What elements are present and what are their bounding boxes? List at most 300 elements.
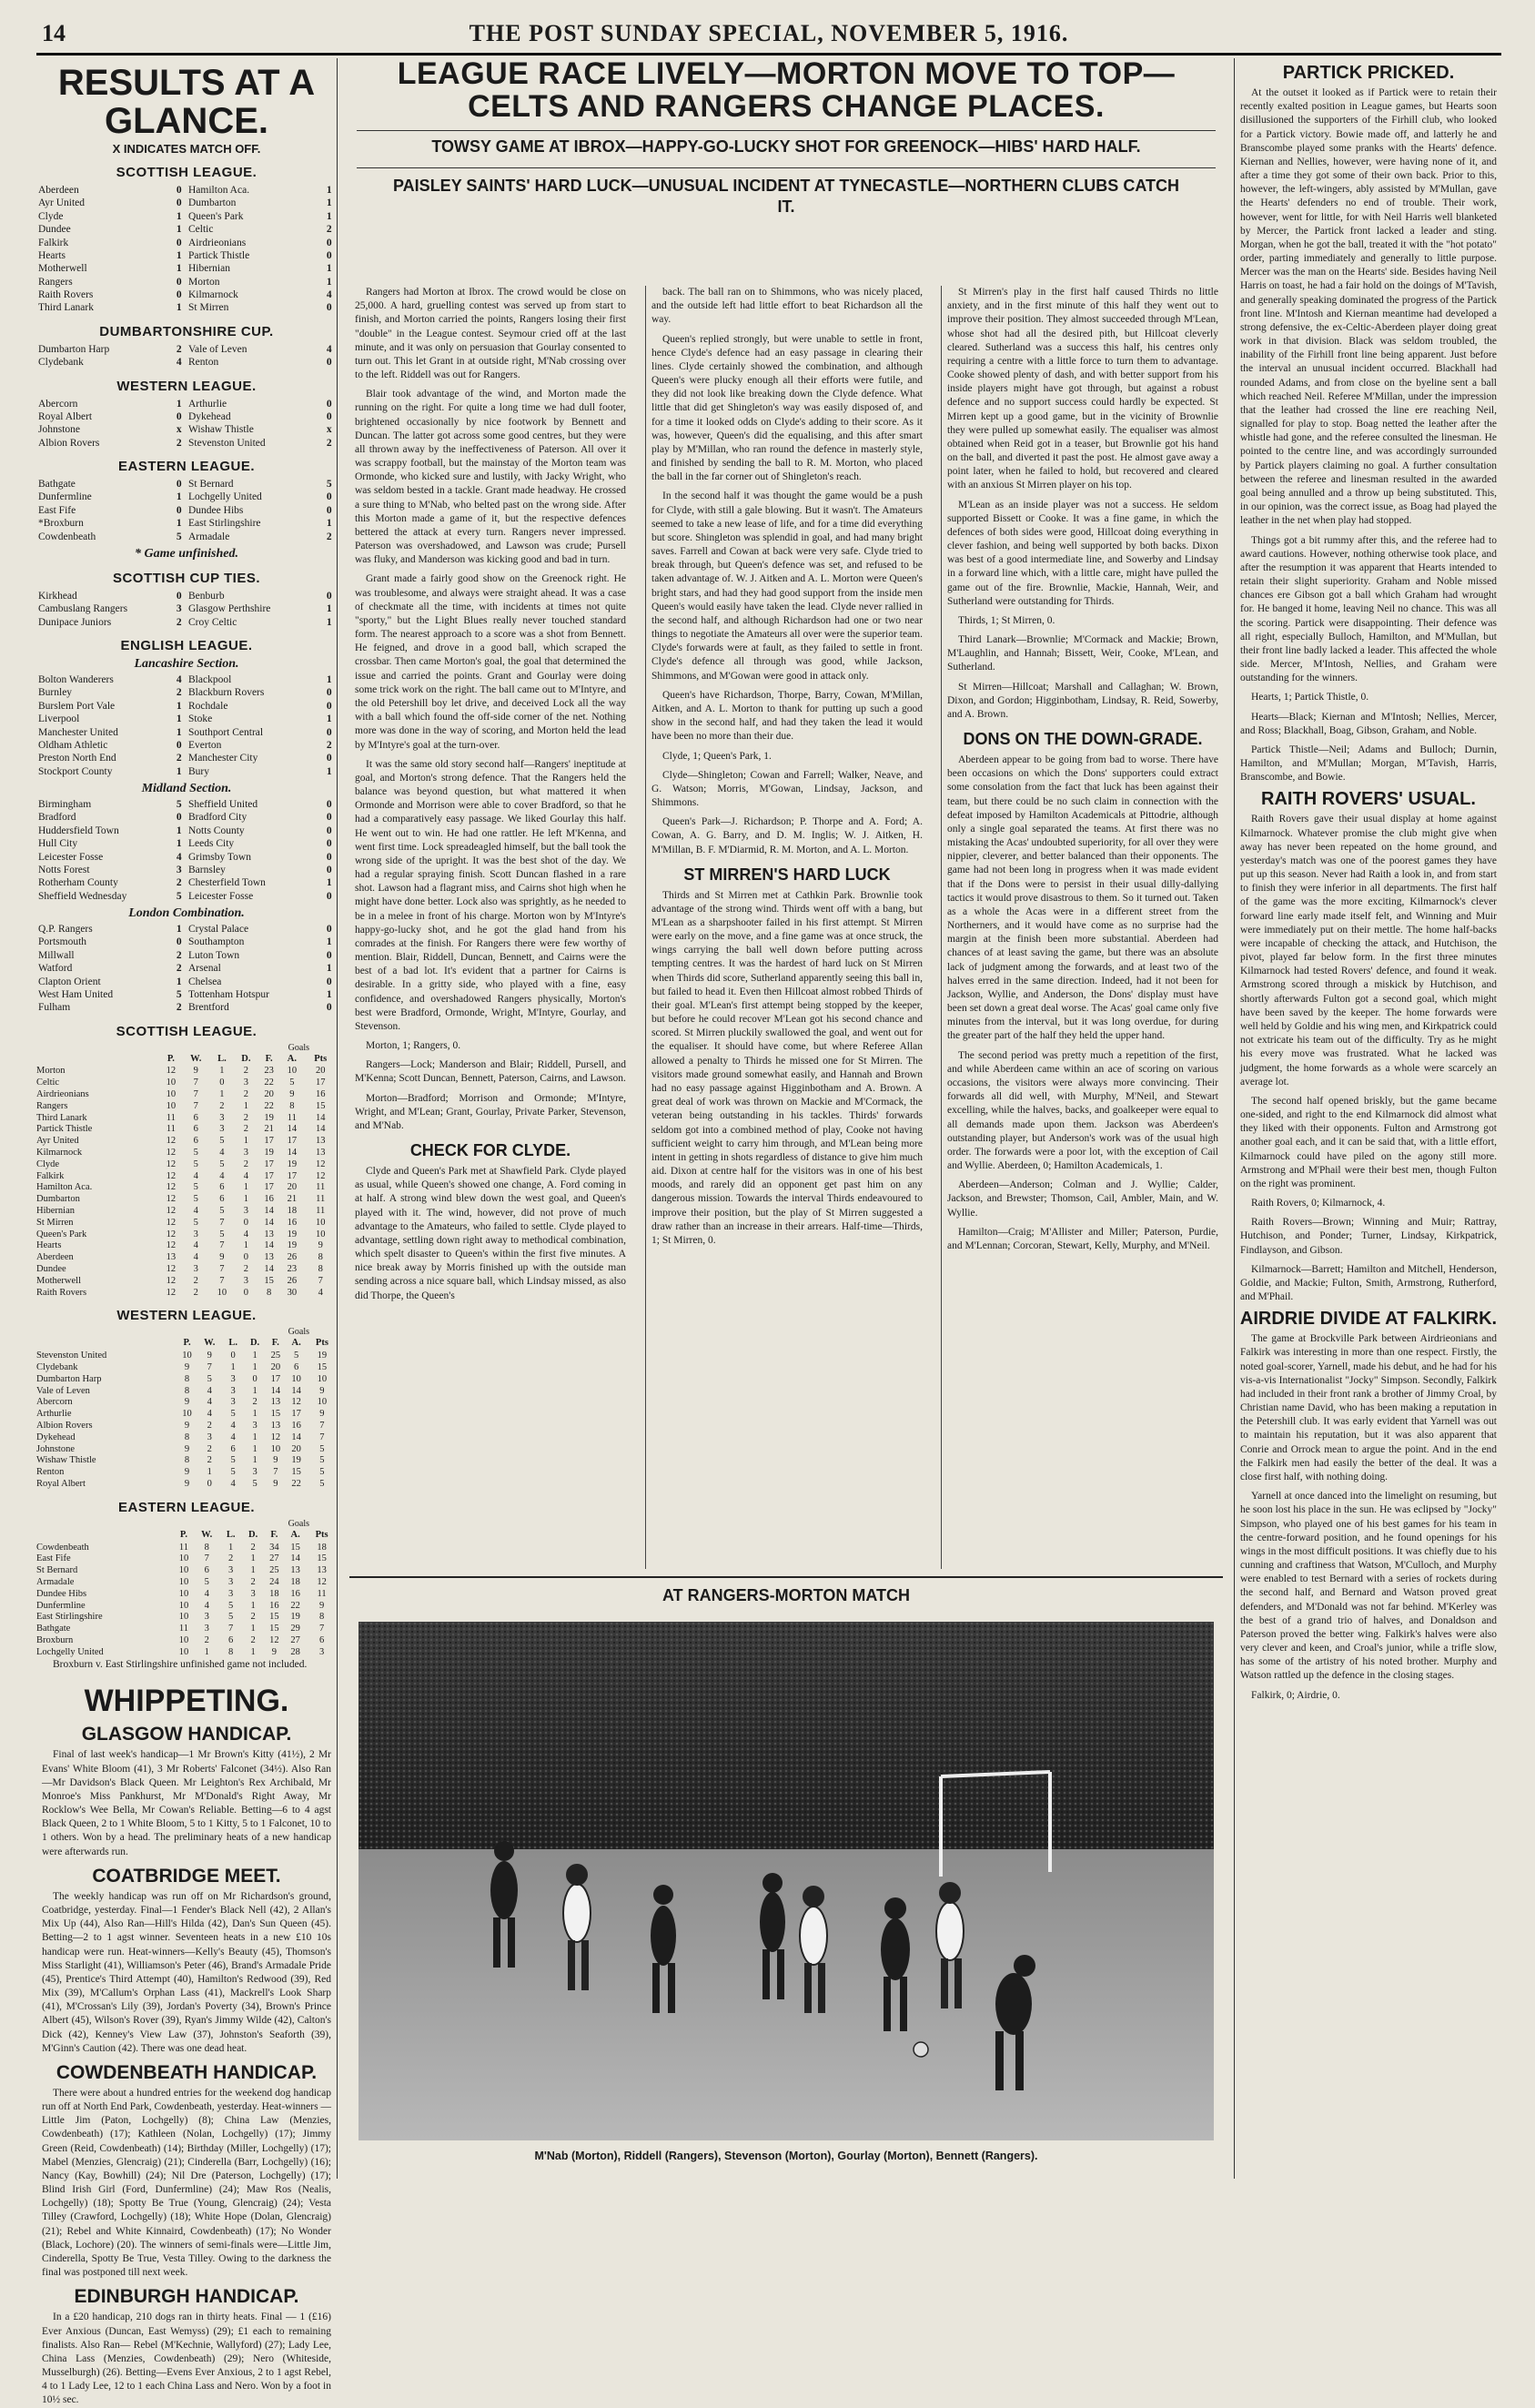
stat-cell: 1 bbox=[252, 1443, 258, 1454]
team-column-header bbox=[36, 1337, 177, 1351]
away-team: Renton bbox=[188, 357, 219, 369]
stat-cell: 3 bbox=[204, 1624, 209, 1634]
home-team: Burnley bbox=[38, 687, 73, 699]
away-team: Wishaw Thistle bbox=[188, 424, 254, 436]
away-score: 0 bbox=[326, 504, 332, 516]
home-score: 1 bbox=[176, 210, 182, 222]
paragraph: Yarnell at once danced into the limelight on resuming, but he soon lost his place in the sun. He was eclipsed by "Jocky" Simpson, who played one of his best games for his team in the centre-forward position, and he found openings for his wings in the most difficult positions. It was chiefly due to his cunning and craftiness that Watson, M'Culloch, and Murphy were enabled to test Bernard with a series of rockets during the second half, and Bernard and Watson proved great defenders, and M'Donald was not far behind. M'Kerley was the best of a grand trio of halves, and Donaldson and Paterson proved the better wing. Falkirk's halves were also very clever and keen, and Croal's junior, while a trifle slow, has some of the artistry of his noted brother. Murphy and Watson rattled up the defence in the closing stages. bbox=[1240, 1491, 1497, 1682]
side-column bbox=[1234, 58, 1502, 2179]
home-team: Birmingham bbox=[38, 799, 92, 810]
paragraph: St Mirren—Hillcoat; Marshall and Callaghan; W. Brown, Dixon, and Gordon; Higginbotham, Lindsay, R. Reid, Sowerby, and A. Brown. bbox=[947, 681, 1218, 720]
stat-cell: 14 bbox=[264, 1240, 274, 1251]
result-row bbox=[36, 752, 337, 764]
stat-cell: 10 bbox=[178, 1553, 189, 1564]
home-score: 2 bbox=[176, 343, 182, 355]
home-team: Bolton Wanderers bbox=[38, 674, 114, 685]
paragraph: Blair took advantage of the wind, and Morton made the running on the right. For quite a long time we had dull footer, brightened occasionally by nice footwork by Bennett and Duncan. The latter got across some good centres, but they were all thrown away by the ineffectiveness of Paterson. All over it was scrappy football, but the mainstay of the Morton team was Ormonde, who kicked sure and lustily, with Jacky Wright, who was seldom bested in a tackle. Grant made headway. He crossed a sure thing to M'Nab, who belted past on the wrong side. After this Morton made a game of it, but the respective defences bettered the attack at every turn. Rangers never impressed. Paterson was overshadowed, and Lawson was crude; Pursell was fluky, and Manderson was kicking good and bad in turn. bbox=[355, 389, 626, 566]
stat-cell: 2 bbox=[243, 1112, 249, 1123]
page-number: 14 bbox=[42, 20, 66, 46]
standings-row bbox=[36, 1409, 337, 1421]
standings-row bbox=[36, 1386, 337, 1398]
league-standings bbox=[36, 1024, 337, 1673]
stat-cell: 3 bbox=[193, 1229, 198, 1239]
stat-cell: 7 bbox=[318, 1275, 323, 1286]
stat-cell: 8 bbox=[228, 1646, 234, 1657]
stat-cell: 3 bbox=[193, 1263, 198, 1274]
result-row bbox=[36, 398, 337, 410]
stat-cell: 9 bbox=[207, 1351, 212, 1361]
stat-cell: 9 bbox=[184, 1397, 190, 1408]
stat-cell: 5 bbox=[193, 1194, 198, 1205]
stat-cell: 2 bbox=[204, 1634, 209, 1645]
result-row bbox=[36, 197, 337, 209]
stat-cell: 26 bbox=[287, 1275, 298, 1286]
stat-cell: 4 bbox=[193, 1170, 198, 1181]
stat-cell: 16 bbox=[291, 1420, 301, 1431]
stat-cell: 12 bbox=[317, 1576, 327, 1587]
team-name: Aberdeen bbox=[36, 1252, 74, 1263]
stat-cell: 12 bbox=[166, 1170, 177, 1181]
clyde-report-start bbox=[349, 1165, 631, 1303]
stat-cell: 10 bbox=[166, 1078, 177, 1088]
stat-cell: 11 bbox=[316, 1182, 326, 1193]
stat-cell: 17 bbox=[264, 1182, 274, 1193]
stat-cell: 20 bbox=[291, 1443, 301, 1454]
stat-cell: 17 bbox=[291, 1409, 301, 1420]
stat-cell: 5 bbox=[193, 1158, 198, 1169]
standings-header bbox=[36, 1529, 337, 1543]
away-team: Stevenston United bbox=[188, 437, 266, 449]
stat-cell: 5 bbox=[219, 1136, 225, 1147]
stat-cell: 8 bbox=[184, 1432, 190, 1442]
standings-row bbox=[36, 1635, 337, 1647]
result-row bbox=[36, 923, 337, 936]
st-mirren-report-continued bbox=[942, 286, 1224, 722]
stat-cell: 5 bbox=[319, 1478, 325, 1489]
stat-cell: 5 bbox=[252, 1478, 258, 1489]
standings-row bbox=[36, 1543, 337, 1554]
stat-cell: 0 bbox=[207, 1478, 212, 1489]
home-score: 1 bbox=[176, 263, 182, 275]
standings-row bbox=[36, 1206, 337, 1218]
paragraph: Morton, 1; Rangers, 0. bbox=[366, 1040, 461, 1052]
away-score: 0 bbox=[326, 491, 332, 503]
home-score: x bbox=[176, 424, 182, 436]
stat-cell: 27 bbox=[269, 1553, 279, 1564]
stat-cell: 1 bbox=[243, 1100, 249, 1111]
stat-cell: 4 bbox=[219, 1170, 225, 1181]
away-score: 0 bbox=[326, 249, 332, 261]
stat-cell: 13 bbox=[264, 1229, 274, 1239]
standings-header bbox=[36, 1337, 337, 1351]
stat-cell: 1 bbox=[243, 1136, 249, 1147]
away-score: 0 bbox=[326, 890, 332, 902]
stat-cell: 13 bbox=[290, 1565, 300, 1576]
result-row bbox=[36, 837, 337, 850]
away-score: 1 bbox=[326, 936, 332, 948]
home-team: Leicester Fosse bbox=[38, 851, 104, 863]
stat-cell: 4 bbox=[243, 1170, 249, 1181]
away-score: 0 bbox=[326, 799, 332, 810]
home-score: 1 bbox=[176, 700, 182, 712]
stat-cell: 3 bbox=[230, 1397, 236, 1408]
away-score: 0 bbox=[326, 851, 332, 863]
team-name: Partick Thistle bbox=[36, 1124, 93, 1135]
away-team: Armadale bbox=[188, 531, 230, 542]
whippet-heading: GLASGOW HANDICAP. bbox=[81, 1724, 292, 1745]
raith-heading: RAITH ROVERS' USUAL. bbox=[1261, 789, 1476, 810]
team-name: Morton bbox=[36, 1066, 66, 1077]
article-columns bbox=[349, 286, 1223, 1569]
stat-cell: 10 bbox=[315, 1229, 326, 1239]
stat-cell: 2 bbox=[243, 1263, 249, 1274]
home-team: Aberdeen bbox=[38, 185, 79, 196]
results-table bbox=[36, 923, 337, 1015]
standings-row bbox=[36, 1467, 337, 1479]
goals-label: Goals bbox=[288, 1327, 309, 1338]
paragraph: Falkirk, 0; Airdrie, 0. bbox=[1251, 1689, 1340, 1701]
team-name: Dumbarton Harp bbox=[36, 1373, 102, 1384]
stat-cell: 7 bbox=[204, 1553, 209, 1564]
stat-cell: 9 bbox=[289, 1089, 295, 1100]
home-team: Manchester United bbox=[38, 726, 118, 738]
standings-table bbox=[36, 1529, 337, 1659]
league-heading: DUMBARTONSHIRE CUP. bbox=[99, 323, 274, 339]
away-score: x bbox=[326, 424, 332, 436]
team-name: Abercorn bbox=[36, 1397, 73, 1408]
home-score: 4 bbox=[176, 851, 182, 863]
result-row bbox=[36, 210, 337, 223]
home-team: Millwall bbox=[38, 949, 75, 961]
stat-cell: 1 bbox=[228, 1542, 234, 1553]
team-name: Falkirk bbox=[36, 1170, 65, 1181]
stat-cell: 4 bbox=[207, 1385, 212, 1396]
paragraph: At the outset it looked as if Partick were to retain their recently exalted position in League games, but Hearts soon disillusioned the supporters of the Firhill club, who looked for a Partick victory. Bowie made off, and latterly he and Branscombe played some pranks with the Hearts' defence. Kiernan and Nellies, however, were having none of it, and after a time they got some of their own back. Prior to this, however, the left-wingers, ably assisted by M'Mullan, gave the Hearts' defenders no end of trouble. Their work, however, went for little, for with Neil Harris well blanketed by Mercer, the Partick front lacked a leader and sting. Morgan, when he got the ball, treated it with the "hot potato" order, parting immediately and generally to little purpose. Mercer was the man on the Hearts' side. Besides having Neil Harris on toast, he had a fair hold on the doings of M'Tavish, and generally speaking dominated the progress of the Partick front line. M'Intosh and Kiernan meantime had developed a strong defensive, the ex-Celtic-Aberdeen player doing great work in that division. Black was seldom troubled, the inability of the Firhill front line being apparent. Just before the interval an unusual incident occurred. Blackhall had rounded Adams, and from close on the byeline sent a ball which reached Neil. Referee M'Millan, under the impression that the leather had crossed the line ere reaching Neil, signalled for play to stop. Boag netted the leather after the whistle had gone, and the referee consulted the linesman. He pointed to the centre line, and was accordingly surrounded by Partick players claiming no goal. A further consultation between the referee and linesman resulted in the awarded goal being annulled and a throw up being substituted. This, in our opinion, was the correct issue, as Boag had played the leather in the net when play had stopped. bbox=[1240, 87, 1497, 527]
stat-cell: 1 bbox=[252, 1455, 258, 1466]
away-score: 0 bbox=[326, 726, 332, 738]
standings-row bbox=[36, 1101, 337, 1113]
team-name: Dundee bbox=[36, 1263, 66, 1274]
stat-cell: 8 bbox=[184, 1385, 190, 1396]
away-team: Morton bbox=[188, 276, 220, 288]
result-row bbox=[36, 249, 337, 262]
away-score: 1 bbox=[326, 765, 332, 777]
stat-cell: 2 bbox=[250, 1612, 256, 1623]
masthead-title: THE POST SUNDAY SPECIAL, NOVEMBER 5, 1916. bbox=[469, 20, 1069, 46]
stat-cell: 12 bbox=[166, 1217, 177, 1228]
away-score: 0 bbox=[326, 357, 332, 369]
stat-cell: 1 bbox=[243, 1240, 249, 1251]
team-name: St Bernard bbox=[36, 1565, 78, 1576]
stat-cell: 14 bbox=[287, 1124, 298, 1135]
home-score: 1 bbox=[176, 726, 182, 738]
column-header: Pts bbox=[315, 1529, 328, 1540]
english-league-results bbox=[36, 638, 337, 1015]
stat-cell: 4 bbox=[230, 1432, 236, 1442]
stat-cell: 3 bbox=[230, 1373, 236, 1384]
stat-cell: 10 bbox=[178, 1646, 189, 1657]
results-table bbox=[36, 590, 337, 629]
paragraph: Queen's Park—J. Richardson; P. Thorpe and A. Ford; A. Cowan, A. G. Barry, and D. M. Inglis; W. J. Aitken, H. M'Millan, B. F. M'Diarmid, R. M. Morton, and A. L. Morton. bbox=[651, 816, 923, 855]
stat-cell: 10 bbox=[178, 1588, 189, 1599]
stat-cell: 13 bbox=[270, 1397, 281, 1408]
paragraph: Hearts, 1; Partick Thistle, 0. bbox=[1251, 692, 1369, 703]
stat-cell: 1 bbox=[250, 1553, 256, 1564]
results-title: RESULTS AT A GLANCE. bbox=[57, 63, 316, 141]
results-table bbox=[36, 478, 337, 543]
stat-cell: 2 bbox=[250, 1576, 256, 1587]
paragraph: Third Lanark—Brownlie; M'Cormack and Mackie; Brown, M'Laughlin, and Hannah; Bissett, Weir, Cooke, M'Lean, and Sutherland. bbox=[947, 634, 1218, 673]
stat-cell: 5 bbox=[230, 1467, 236, 1478]
column-header: P. bbox=[183, 1338, 191, 1349]
away-score: 0 bbox=[326, 398, 332, 410]
stat-cell: 4 bbox=[193, 1205, 198, 1216]
home-score: 1 bbox=[176, 713, 182, 725]
away-team: Tottenham Hotspur bbox=[188, 988, 269, 1000]
stat-cell: 19 bbox=[290, 1612, 300, 1623]
standings-row bbox=[36, 1577, 337, 1589]
standings-row bbox=[36, 1565, 337, 1577]
away-score: 2 bbox=[326, 224, 332, 236]
stat-cell: 9 bbox=[184, 1467, 190, 1478]
stat-cell: 11 bbox=[178, 1624, 188, 1634]
away-score: 0 bbox=[326, 700, 332, 712]
stat-cell: 13 bbox=[270, 1420, 281, 1431]
column-header: L. bbox=[217, 1053, 227, 1064]
aberdeen-report bbox=[942, 754, 1224, 1253]
column-header: W. bbox=[201, 1529, 213, 1540]
result-row bbox=[36, 437, 337, 450]
home-score: 0 bbox=[176, 410, 182, 422]
stat-cell: 9 bbox=[184, 1443, 190, 1454]
stat-cell: 1 bbox=[250, 1600, 256, 1611]
standings-row bbox=[36, 1362, 337, 1374]
results-groups bbox=[36, 165, 337, 629]
stat-cell: 12 bbox=[166, 1205, 177, 1216]
away-team: Vale of Leven bbox=[188, 343, 247, 355]
home-team: East Fife bbox=[38, 504, 76, 516]
stat-cell: 12 bbox=[166, 1148, 177, 1158]
away-score: 1 bbox=[326, 877, 332, 889]
stat-cell: 1 bbox=[250, 1646, 256, 1657]
home-score: 0 bbox=[176, 237, 182, 248]
home-score: 2 bbox=[176, 949, 182, 961]
stat-cell: 11 bbox=[316, 1205, 326, 1216]
away-team: Leicester Fosse bbox=[188, 890, 254, 902]
team-name: Raith Rovers bbox=[36, 1287, 87, 1298]
away-score: 1 bbox=[326, 713, 332, 725]
away-team: Chesterfield Town bbox=[188, 877, 266, 889]
stat-cell: 5 bbox=[230, 1455, 236, 1466]
stat-cell: 12 bbox=[166, 1275, 177, 1286]
home-team: Cambuslang Rangers bbox=[38, 603, 128, 615]
stat-cell: 3 bbox=[252, 1467, 258, 1478]
stat-cell: 5 bbox=[207, 1373, 212, 1384]
stat-cell: 1 bbox=[204, 1646, 209, 1657]
stat-cell: 2 bbox=[207, 1455, 212, 1466]
column-header: A. bbox=[290, 1529, 300, 1540]
home-score: 1 bbox=[176, 924, 182, 935]
stat-cell: 17 bbox=[264, 1158, 274, 1169]
match-photograph bbox=[359, 1622, 1214, 2140]
stat-cell: 15 bbox=[270, 1409, 281, 1420]
home-score: 1 bbox=[176, 249, 182, 261]
stat-cell: 11 bbox=[178, 1542, 188, 1553]
column-header: L. bbox=[226, 1529, 236, 1540]
standings-row bbox=[36, 1647, 337, 1659]
stat-cell: 2 bbox=[252, 1397, 258, 1408]
standings-row bbox=[36, 1351, 337, 1362]
paragraph: Aberdeen—Anderson; Colman and J. Wyllie; Calder, Jackson, and Brewster; Thomson, Cail, Ambler, Main, and W. Wyllie. bbox=[947, 1179, 1218, 1219]
stat-cell: 10 bbox=[178, 1634, 189, 1645]
stat-cell: 19 bbox=[287, 1229, 298, 1239]
stat-cell: 14 bbox=[264, 1205, 274, 1216]
stat-cell: 4 bbox=[207, 1409, 212, 1420]
stat-cell: 2 bbox=[250, 1634, 256, 1645]
stat-cell: 12 bbox=[315, 1158, 326, 1169]
paragraph: The second half opened briskly, but the game became one-sided, and right to the end Kilmarnock did almost what they liked with their opponents. Fulton and Armstrong got another goal each, and it can be said that, with a little effort, Kilmarnock could have piled on the agony still more. Armstrong and M'Phail were their best men, though Fulton on the right was prominent. bbox=[1240, 1095, 1497, 1189]
airdrie-report bbox=[1235, 1332, 1502, 1702]
home-score: 5 bbox=[176, 890, 182, 902]
stat-cell: 3 bbox=[318, 1646, 325, 1657]
paragraph: Clyde and Queen's Park met at Shawfield Park. Clyde played as usual, while Queen's showed one change, A. Ford coming in at half. A strong wind blew down the west goal, and Queen's played with it. The wind, however, did not prove of much advantage to the Amateurs, who failed to settle. Clyde played to advantage, settling down right away to methodical combination, which spelt disaster to Queen's within the first five minutes. A nice break away by Morris finished up with the outside man sending across a nice square ball, which Lindsay missed, as also did Thorpe, the Queen's bbox=[355, 1166, 626, 1301]
whippet-heading: COWDENBEATH HANDICAP. bbox=[56, 2061, 318, 2083]
home-score: 5 bbox=[176, 988, 182, 1000]
away-team: Manchester City bbox=[188, 753, 258, 764]
raith-report bbox=[1235, 813, 1502, 1304]
paragraph: Thirds, 1; St Mirren, 0. bbox=[958, 614, 1055, 626]
paragraph: In the second half it was thought the game would be a push for Clyde, with still a gale blowing. But it wasn't. The Amateurs seemed to take a new lease of life, and for a time did everything but score. Shingleton was splendid in goal, and had many bright saves. Farrell and Cowan at back were very safe. Clyde tried to break through, but Queen's defence was set, and refused to be taken advantage of. W. J. Aitken and A. L. Morton were Queen's bright stars, and had they had good support from the inside men Queen's would easily have taken the lead. Clyde never rallied in the second half, and although Richardson had one or two near things to negotiate the Amateurs all over were the superior team. Clyde's forwards were at fault, as they failed to settle in front. Clyde's defence all through was good, while Jackson, Shimmons, and M'Gowan were good in attack only. bbox=[651, 491, 923, 682]
stat-cell: 6 bbox=[219, 1182, 225, 1193]
paragraph: Raith Rovers—Brown; Winning and Muir; Rattray, Hutchison, and Ponder; Turner, Lindsay, Kirkpatrick, Findlayson, and Gibson. bbox=[1240, 1217, 1497, 1256]
home-team: Huddersfield Town bbox=[38, 825, 119, 836]
stat-cell: 12 bbox=[166, 1158, 177, 1169]
stat-cell: 12 bbox=[291, 1397, 301, 1408]
result-row bbox=[36, 713, 337, 725]
away-team: Dumbarton bbox=[188, 197, 237, 209]
results-table bbox=[36, 398, 337, 450]
standings-table bbox=[36, 1337, 337, 1490]
stat-cell: 0 bbox=[243, 1287, 249, 1298]
home-score: 1 bbox=[176, 518, 182, 530]
stat-cell: 3 bbox=[228, 1588, 234, 1599]
league-heading: ENGLISH LEAGUE. bbox=[120, 638, 253, 653]
stat-cell: 5 bbox=[289, 1078, 295, 1088]
away-score: 1 bbox=[326, 276, 332, 288]
stat-cell: 6 bbox=[193, 1124, 198, 1135]
stat-cell: 1 bbox=[252, 1351, 258, 1361]
stat-cell: 20 bbox=[264, 1089, 274, 1100]
stat-cell: 6 bbox=[293, 1361, 299, 1372]
home-score: 1 bbox=[176, 302, 182, 314]
stat-cell: 1 bbox=[243, 1182, 249, 1193]
stat-cell: 2 bbox=[243, 1066, 249, 1077]
away-score: 1 bbox=[326, 963, 332, 975]
stat-cell: 12 bbox=[166, 1287, 177, 1298]
team-name: St Mirren bbox=[36, 1217, 74, 1228]
results-table bbox=[36, 798, 337, 903]
away-score: 4 bbox=[326, 343, 332, 355]
whippet-report: The weekly handicap was run off on Mr Richardson's ground, Coatbridge, yesterday. Final—1 Fender's Black Nell (42), 2 Allan's Mix Up (44), Also Ran—Hill's Hilda (42), Dan's Sun Queen (45). Betting—2 to 1 agst winner. Seventeen heats in a new £10 10s handicap were run. Heat-winners—Kelly's Beauty (45), Thomson's Miss Starlight (41), Williamson's Peter (46), Brand's Armadale Pride (45), Prentice's Third Attempt (40), Hamilton's Redwood (39), Red Mix (39), M'Callum's Orphan Lass (41), Mackrell's Look Sharp (41), M'Crossan's Lily (39), Jordan's Poverty (34), Brown's Prince Albert (45), Wilson's Rover (39), Ryan's Jimmy Wilde (42), Calton's Dick (42), Kenney's View Law (37), Johnston's Seaforth (39), M'Ginn's Caution (42). There was one dead heat. bbox=[42, 1890, 331, 2054]
stat-cell: 10 bbox=[178, 1600, 189, 1611]
paragraph: Hamilton—Craig; M'Allister and Miller; Paterson, Purdie, and M'Lennan; Corcoran, Stewart, Kelly, Murphy, and M'Neil. bbox=[947, 1226, 1218, 1251]
stat-cell: 5 bbox=[293, 1351, 299, 1361]
result-row bbox=[36, 686, 337, 699]
home-score: 5 bbox=[176, 799, 182, 810]
home-score: 5 bbox=[176, 531, 182, 542]
home-score: 2 bbox=[176, 616, 182, 628]
stat-cell: 3 bbox=[228, 1576, 234, 1587]
stat-cell: 4 bbox=[207, 1397, 212, 1408]
league-heading: EASTERN LEAGUE. bbox=[117, 1499, 255, 1515]
stat-cell: 12 bbox=[166, 1229, 177, 1239]
result-row bbox=[36, 343, 337, 356]
team-name: Airdrieonians bbox=[36, 1089, 89, 1100]
stat-cell: 7 bbox=[207, 1361, 212, 1372]
home-score: 0 bbox=[176, 479, 182, 490]
away-team: Partick Thistle bbox=[188, 249, 250, 261]
home-team: Motherwell bbox=[38, 263, 87, 275]
stat-cell: 5 bbox=[219, 1205, 225, 1216]
home-team: Hearts bbox=[38, 249, 66, 261]
stat-cell: 7 bbox=[219, 1263, 225, 1274]
paragraph: Things got a bit rummy after this, and the referee had to award cautions. However, nothing otherwise took place, and after the resumption it was apparent that Hearts intended to retain their slight superiority. Graham and Noble missed chances ere Gibson got a ball which Graham had wrought for. He banged it home, leaving Neil no chance. This was all the scoring. Partick were disappointing. Their defence was all right, especially Bulloch, Hamilton, and M'Mullan, but their front line badly lacked a leader. This affected the whole side. Mercer, M'Intosh, Nellies, and Graham were outstanding for the winners. bbox=[1240, 534, 1497, 684]
stat-cell: 12 bbox=[166, 1240, 177, 1251]
paragraph: Hearts—Black; Kiernan and M'Intosh; Nellies, Mercer, and Ross; Blackhall, Boag, Gibson, Graham, and Noble. bbox=[1240, 711, 1497, 736]
stat-cell: 7 bbox=[219, 1217, 225, 1228]
stat-cell: 2 bbox=[193, 1275, 198, 1286]
stat-cell: 11 bbox=[287, 1112, 297, 1123]
results-note: X INDICATES MATCH OFF. bbox=[112, 142, 261, 156]
stat-cell: 15 bbox=[269, 1624, 279, 1634]
away-score: 0 bbox=[326, 1002, 332, 1014]
stat-cell: 15 bbox=[291, 1467, 301, 1478]
column-header: A. bbox=[291, 1338, 301, 1349]
league-heading: WESTERN LEAGUE. bbox=[116, 378, 257, 394]
stat-cell: 3 bbox=[219, 1124, 225, 1135]
stat-cell: 8 bbox=[318, 1263, 323, 1274]
result-row bbox=[36, 890, 337, 903]
away-score: 0 bbox=[326, 864, 332, 875]
result-row bbox=[36, 949, 337, 962]
away-score: 0 bbox=[326, 237, 332, 248]
results-table bbox=[36, 343, 337, 369]
stat-cell: 22 bbox=[264, 1078, 274, 1088]
column-header: A. bbox=[287, 1053, 297, 1064]
away-team: Airdrieonians bbox=[188, 237, 247, 248]
stat-cell: 14 bbox=[315, 1124, 326, 1135]
paragraph: Thirds and St Mirren met at Cathkin Park. Brownlie took advantage of the strong wind. Thirds went off with a bang, but M'Lean as a sharpshooter failed in his first attempt. St Mirren were early on the move, and a fine game was at once struck, the wings carrying the ball well down before putting across tempting centres. It was the hardest of hard luck on St Mirren when Thirds did score, Sutherland apparently seeing this ball in, but failed to head it. Even then Hillcoat almost robbed Thirds of their goal. M'Lean's first attempt being stopped by the keeper, but before he could recover M'Lean got his second chance and scored. St Mirren pluckily swallowed the goal, and went out for the equaliser. It should have come, but where Referee Allan allowed a penalty to Thirds he missed one for St Mirren. The visitors made ground somewhat easily, and Hannah and Brown had no easy passage against Higginbotham and A. Brown. A great deal of work was thrown on Mackie and M'Cormack, the veteran being outstanding in his tackles. Thirds' forwards seldom got into a combined method of play, Cooke not having sufficient weight to carry him through, and M'Lean being more intent in getting in shots regardless of distance to give him much aid. Dixon at centre half for the visitors was in one of his best moods, and rarely did an opponent get past him on any dangerous mission. Towards the interval Thirds endeavoured to improve their position, but the play of St Mirren suggested a draw rather than an increase in their arrears. Half-time—Thirds, 1; St Mirren, 0. bbox=[651, 889, 923, 1246]
stat-cell: 5 bbox=[319, 1455, 325, 1466]
away-score: 0 bbox=[326, 410, 332, 422]
team-name: Clydebank bbox=[36, 1361, 78, 1372]
stat-cell: 5 bbox=[193, 1182, 198, 1193]
st-mirren-report bbox=[646, 889, 928, 1248]
standings-row bbox=[36, 1432, 337, 1444]
goals-label: Goals bbox=[288, 1518, 309, 1529]
away-team: Crystal Palace bbox=[188, 924, 249, 935]
stat-cell: 2 bbox=[207, 1443, 212, 1454]
standings-row bbox=[36, 1136, 337, 1148]
stat-cell: 10 bbox=[178, 1576, 189, 1587]
stat-cell: 2 bbox=[243, 1124, 249, 1135]
standings-row bbox=[36, 1182, 337, 1194]
standings-row bbox=[36, 1194, 337, 1206]
paragraph: Queen's have Richardson, Thorpe, Barry, Cowan, M'Millan, Aitken, and A. L. Morton to thank for putting up such a good show in the second half, and had they taken the lead it would have been no more than their due. bbox=[651, 689, 923, 743]
result-row bbox=[36, 726, 337, 739]
stat-cell: 5 bbox=[319, 1467, 325, 1478]
away-team: Hibernian bbox=[188, 263, 230, 275]
